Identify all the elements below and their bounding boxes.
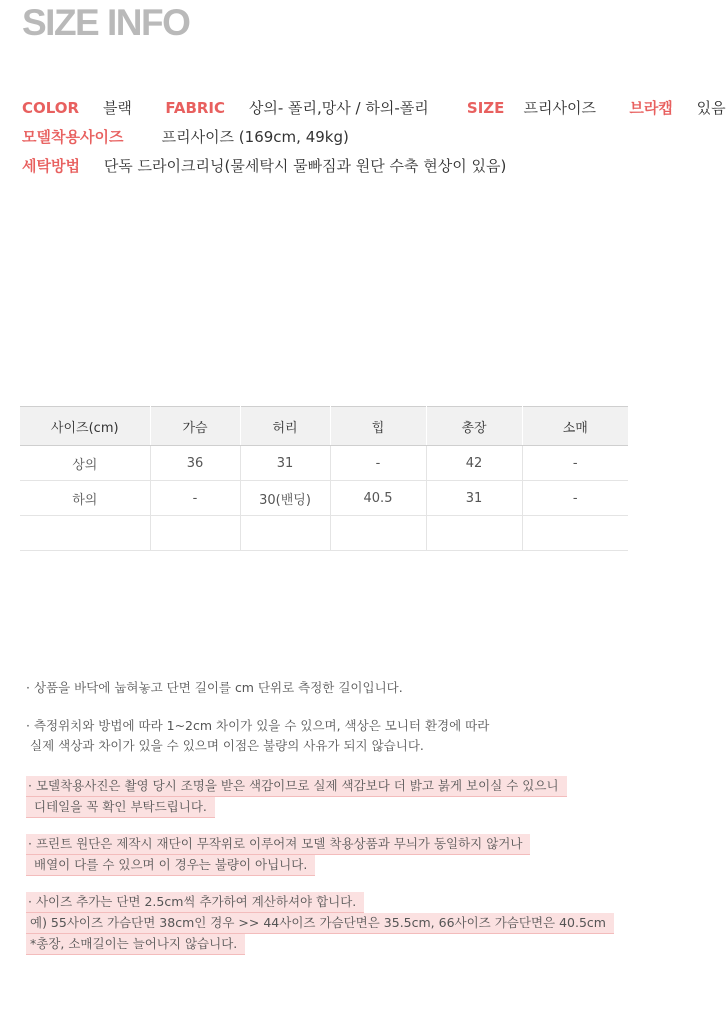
info-line-3 [22,155,506,176]
info-line-2 [22,126,349,147]
header-length: 총장 [426,407,522,446]
note-text: · 상품을 바닥에 눕혀놓고 단면 길이를 cm 단위로 측정한 길이입니다. [26,680,403,695]
size-table [20,406,628,551]
header-chest: 가슴 [150,407,240,446]
header-hip: 힙 [330,407,426,446]
note-print-fabric [26,834,530,876]
size-label: SIZE [466,99,505,117]
note-model-photo [26,776,567,818]
note-measurement [26,678,403,698]
table-cell: - [522,481,628,516]
page-title: SIZE INFO [22,2,190,43]
table-cell: 42 [426,446,522,481]
color-value: 블랙 [102,99,132,117]
table-cell: 40.5 [330,481,426,516]
header-waist: 허리 [240,407,330,446]
table-cell: - [330,446,426,481]
bracap-label: 브라캡 [629,99,673,117]
model-size-value: 프리사이즈 (169cm, 49kg) [161,128,349,146]
table-row [20,446,628,481]
note-text-highlight: 디테일을 꼭 확인 부탁드립니다. [26,797,215,818]
table-cell [522,516,628,551]
table-cell: 상의 [20,446,150,481]
table-cell [426,516,522,551]
wash-value: 단독 드라이크리닝(물세탁시 물빠짐과 원단 수축 현상이 있음) [103,157,507,175]
note-text: 실제 색상과 차이가 있을 수 있으며 이점은 불량의 사유가 되지 않습니다. [30,738,424,753]
note-text-highlight: · 사이즈 추가는 단면 2.5cm씩 추가하여 계산하셔야 합니다. [26,892,364,913]
table-cell: 31 [240,446,330,481]
table-cell [150,516,240,551]
table-cell [330,516,426,551]
info-line-1 [22,97,726,118]
table-row [20,481,628,516]
color-label: COLOR [22,99,80,117]
table-cell: - [150,481,240,516]
note-text-highlight: · 모델착용사진은 촬영 당시 조명을 받은 색감이므로 실제 색감보다 더 밝고 붉게 보이실 수 있으니 [26,776,567,797]
fabric-label: FABRIC [165,99,226,117]
note-text-highlight: 배열이 다를 수 있으며 이 경우는 불량이 아닙니다. [26,855,315,876]
note-variance [26,716,489,756]
table-cell: 36 [150,446,240,481]
table-cell: 30(밴딩) [240,481,330,516]
header-sleeve: 소매 [522,407,628,446]
note-text-highlight: 예) 55사이즈 가슴단면 38cm인 경우 >> 44사이즈 가슴단면은 35.5cm, 66사이즈 가슴단면은 40.5cm [26,913,614,934]
table-cell: 31 [426,481,522,516]
table-cell: 하의 [20,481,150,516]
note-text-highlight: · 프린트 원단은 제작시 재단이 무작위로 이루어져 모델 착용상품과 무늬가 동일하지 않거나 [26,834,530,855]
table-cell [240,516,330,551]
fabric-value: 상의- 폴리,망사 / 하의-폴리 [248,99,429,117]
wash-label: 세탁방법 [22,157,80,175]
size-value: 프리사이즈 [523,99,596,117]
table-header-row [20,407,628,446]
table-row [20,516,628,551]
note-size-add [26,892,614,955]
model-size-label: 모델착용사이즈 [22,128,124,146]
header-size: 사이즈(cm) [20,407,150,446]
note-text: · 측정위치와 방법에 따라 1~2cm 차이가 있을 수 있으며, 색상은 모니터 환경에 따라 [26,718,490,733]
bracap-value: 있음 [696,99,726,117]
table-cell: - [522,446,628,481]
table-cell [20,516,150,551]
note-text-highlight: *총장, 소매길이는 늘어나지 않습니다. [26,934,245,955]
